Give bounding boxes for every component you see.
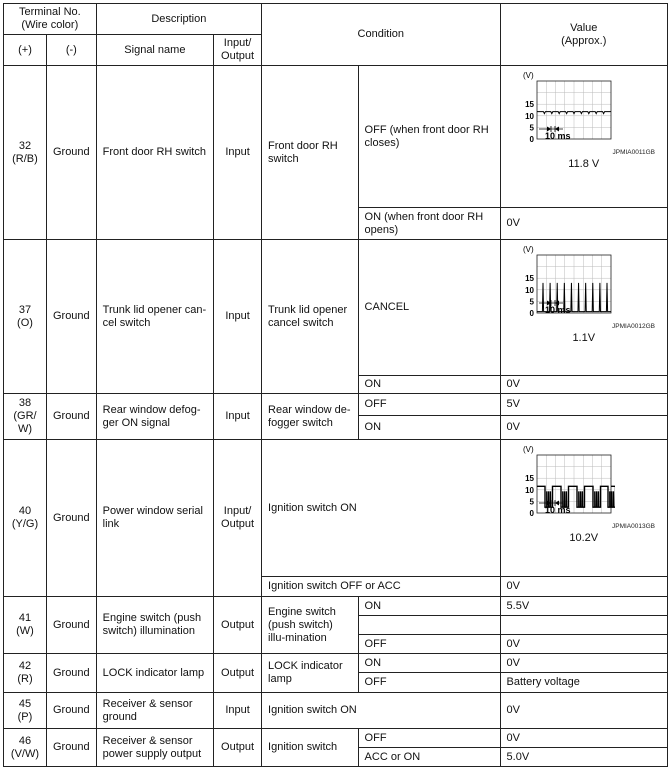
oscilloscope-graph [505,443,615,519]
condition: Ignition switch ON [262,693,500,729]
signal-name: Rear window defog-ger ON signal [96,394,213,440]
figure-code: JPMIA0013GB [612,523,655,530]
terminal-number: 41 [18,612,32,624]
header-condition: Condition [262,4,500,66]
header-input-output: Input/ Output [214,35,262,66]
io-type: Input [214,66,262,240]
sub-condition: CANCEL [358,240,500,376]
tick-label: 0 [529,135,534,144]
waveform-cell [500,440,667,577]
table-row [4,66,668,208]
ground-cell: Ground [46,654,96,693]
signal-name: Receiver & sensor power supply output [96,729,213,767]
header-plus: (+) [4,35,47,66]
terminal-cell [4,440,47,597]
value: 5V [500,394,667,416]
wire-color: (GR/ W) [13,410,37,435]
ground-cell: Ground [46,440,96,597]
header-minus: (-) [46,35,96,66]
value: 5.0V [500,748,667,767]
sub-condition: OFF [358,635,500,654]
condition: Ignition switch [262,729,359,767]
terminal-cell [4,597,47,654]
signal-name: Power window serial link [96,440,213,597]
wire-color: (V/W) [10,747,40,760]
tick-label: 5 [529,123,534,133]
wire-color: (W) [16,625,34,637]
signal-name: Trunk lid opener can-cel switch [96,240,213,394]
ground-cell: Ground [46,729,96,767]
empty-cell [358,616,500,635]
table-row [4,597,668,616]
io-type: Input/ Output [214,440,262,597]
wire-color: (P) [17,710,33,723]
table-row [4,240,668,376]
waveform-value: 1.1V [572,332,596,344]
value: 0V [500,416,667,440]
header-wire-color-text: (Wire color) [21,19,79,31]
header-value [500,4,667,66]
io-type: Output [214,729,262,767]
wire-color: (Y/G) [11,518,39,530]
oscilloscope-graph [505,243,615,319]
signal-name: Front door RH switch [96,66,213,240]
io-type: Input [214,240,262,394]
terminal-number: 32 [18,139,32,152]
condition: Rear window de-fogger switch [262,394,359,440]
io-type: Input [214,693,262,729]
terminal-number: 46 [18,734,32,747]
value: 0V [500,635,667,654]
table-row [4,440,668,577]
value: Battery voltage [500,673,667,693]
terminal-number: 37 [18,303,32,316]
table-row [4,693,668,729]
terminal-number: 40 [18,505,32,517]
waveform-32 [505,69,663,149]
tick-label: 5 [529,297,534,307]
wire-color: (R/B) [12,152,38,165]
wire-color: (O) [17,316,33,329]
waveform-37 [505,243,663,323]
header-value-text: Value [570,21,598,34]
terminal-cell [4,66,47,240]
terminal-cell [4,394,47,440]
table-row [4,394,668,416]
terminal-cell [4,240,47,394]
unit-label: (V) [522,245,534,254]
sub-condition: ON [358,416,500,440]
value: 0V [500,693,667,729]
waveform-cell [500,66,667,208]
condition: Front door RH switch [262,66,359,240]
sub-condition: OFF (when front door RH closes) [358,66,500,208]
value: 0V [500,654,667,673]
terminal-cell [4,654,47,693]
sub-condition: ON [358,654,500,673]
time-scale-label: 10 ms [544,305,571,315]
tick-label: 0 [529,509,534,518]
ground-cell: Ground [46,240,96,394]
condition: Engine switch (push switch) illu-mination [262,597,359,654]
sub-condition: ON (when front door RH opens) [358,208,500,240]
unit-label: (V) [522,71,534,80]
unit-label: (V) [522,445,534,454]
sub-condition: OFF [358,729,500,748]
value: 5.5V [500,597,667,616]
condition: Trunk lid opener cancel switch [262,240,359,394]
waveform-value: 11.8 V [568,158,600,170]
empty-cell [500,616,667,635]
io-type: Input [214,394,262,440]
terminal-number: 45 [18,697,32,710]
signal-name: Receiver & sensor ground [96,693,213,729]
sub-condition: OFF [358,673,500,693]
sub-condition: ACC or ON [358,748,500,767]
io-type: Output [214,597,262,654]
value: 0V [500,208,667,240]
sub-condition: ON [358,597,500,616]
signal-name: Engine switch (push switch) illumination [96,597,213,654]
time-scale-label: 10 ms [544,131,571,141]
table-row [4,654,668,673]
condition: Ignition switch OFF or ACC [262,577,500,597]
ground-cell: Ground [46,693,96,729]
time-scale-label: 10 ms [544,505,571,515]
tick-label: 0 [529,309,534,318]
io-type: Output [214,654,262,693]
table-row [4,729,668,748]
condition: Ignition switch ON [262,440,500,577]
value: 0V [500,577,667,597]
ground-cell: Ground [46,66,96,240]
sub-condition: ON [358,376,500,394]
waveform-40 [505,443,663,523]
oscilloscope-graph [505,69,615,145]
header-approx-text: (Approx.) [561,34,607,47]
condition: LOCK indicator lamp [262,654,359,693]
tick-label: 5 [529,497,534,507]
tick-label: 10 [524,111,534,121]
signal-name: LOCK indicator lamp [96,654,213,693]
value: 0V [500,729,667,748]
wire-color: (R) [17,673,33,685]
tick-label: 10 [524,485,534,495]
tick-label: 15 [524,100,534,110]
terminal-table [3,3,668,767]
waveform-value: 10.2V [569,532,599,544]
tick-label: 15 [524,474,534,484]
ground-cell: Ground [46,597,96,654]
tick-label: 15 [524,274,534,284]
terminal-number: 38 [18,397,32,409]
sub-condition: OFF [358,394,500,416]
terminal-number: 42 [18,660,32,672]
figure-code: JPMIA0012GB [612,323,655,330]
figure-code: JPMIA0011GB [612,149,655,156]
header-description: Description [96,4,261,35]
header-terminal-no-text: Terminal No. [18,6,81,18]
value: 0V [500,376,667,394]
header-terminal-no [4,4,97,35]
ground-cell: Ground [46,394,96,440]
tick-label: 10 [524,285,534,295]
terminal-cell [4,693,47,729]
terminal-cell [4,729,47,767]
waveform-cell [500,240,667,376]
header-signal-name: Signal name [96,35,213,66]
